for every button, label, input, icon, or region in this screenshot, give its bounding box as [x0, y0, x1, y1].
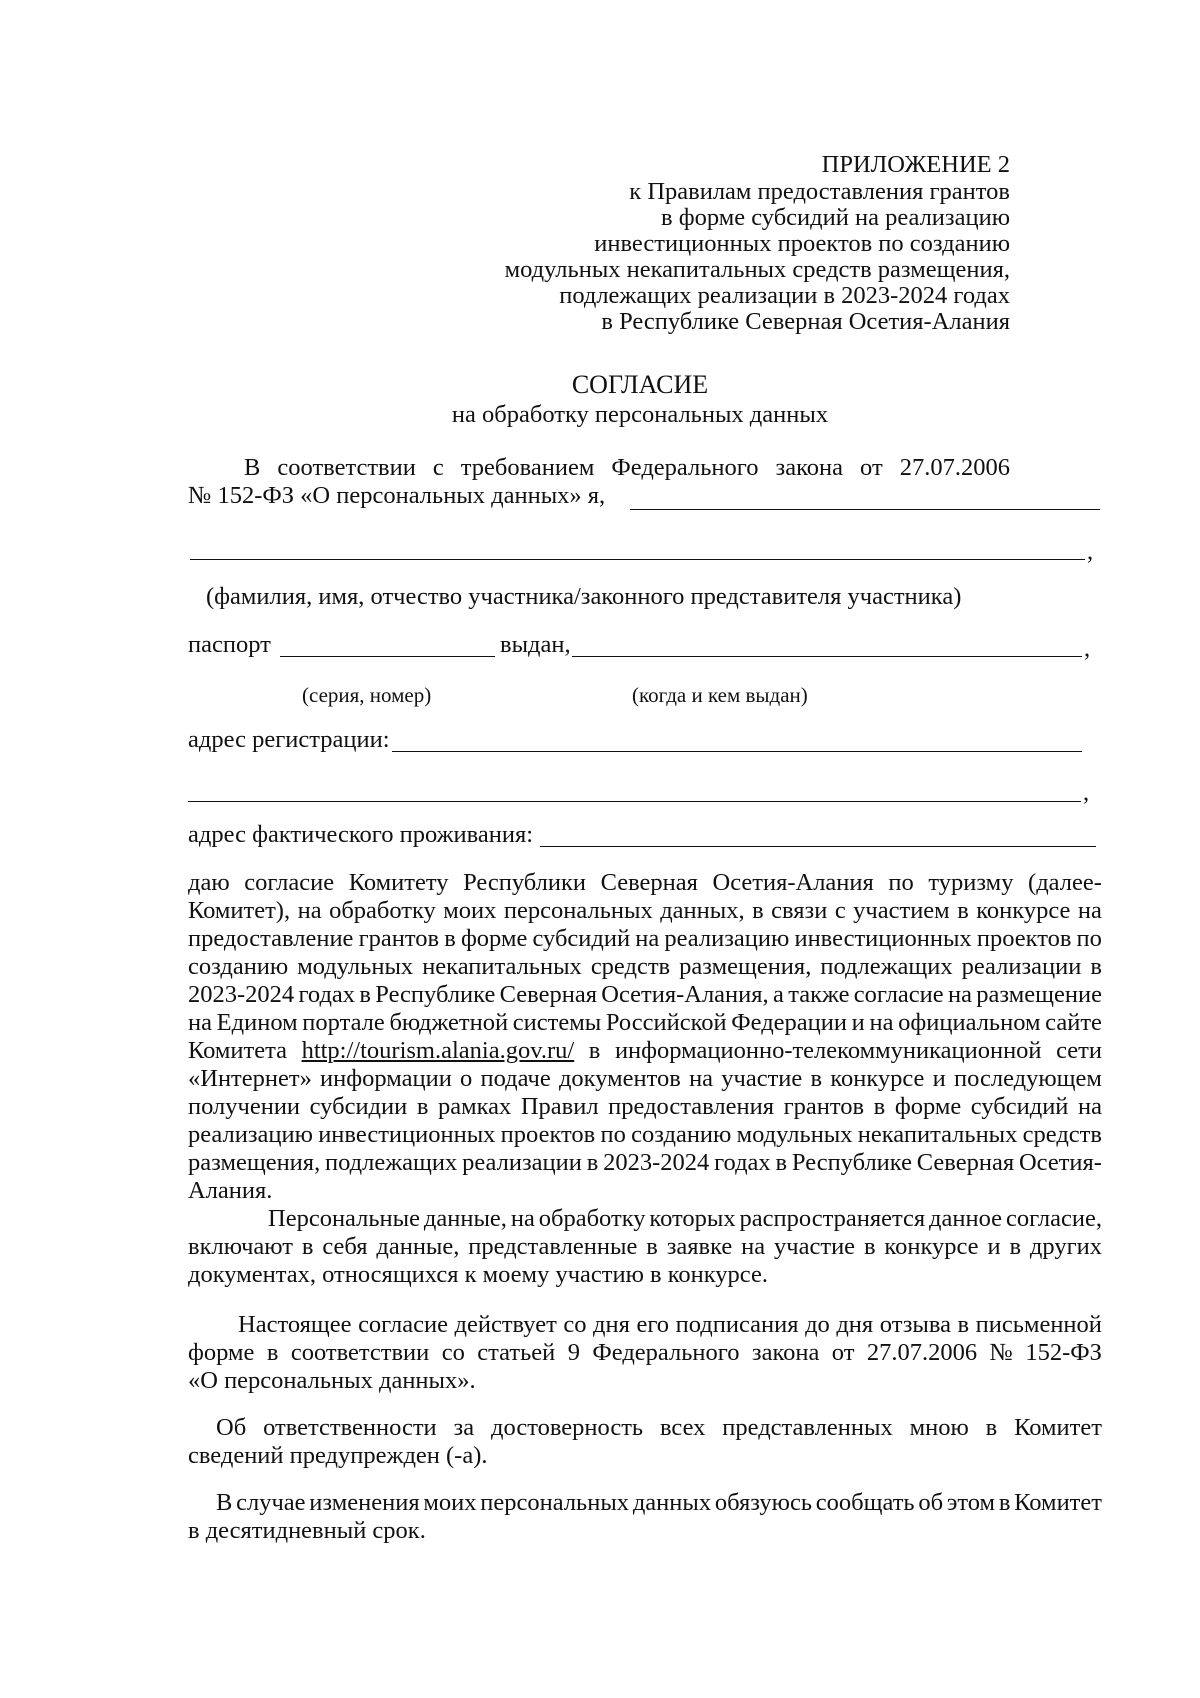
body-line	[216, 1413, 1102, 1443]
comma: ,	[1084, 635, 1091, 662]
word: соответствии	[277, 454, 416, 481]
word: по	[888, 869, 914, 896]
comma: ,	[1087, 538, 1094, 565]
appendix-line: в Республике Северная Осетия-Алания	[601, 308, 1010, 335]
word: реализацию	[188, 1121, 313, 1148]
body-line: сведений предупрежден (-а).	[188, 1442, 488, 1469]
word: распространяется	[739, 1205, 926, 1232]
word: годах	[714, 1149, 771, 1176]
word: моих	[423, 1489, 477, 1516]
word: субсидии	[309, 1093, 408, 1120]
body-line	[268, 1204, 1102, 1234]
word: участие	[774, 1233, 856, 1260]
body-line	[188, 896, 1102, 926]
document-title: СОГЛАСИЕ	[571, 370, 709, 399]
series-caption: (серия, номер)	[302, 683, 432, 707]
body-line	[216, 1488, 1102, 1518]
word: в	[301, 1233, 314, 1260]
word: созданию	[188, 953, 289, 980]
word: в	[957, 1311, 970, 1338]
word: В	[244, 454, 261, 481]
actual-address-label: адрес фактического проживания:	[188, 821, 534, 848]
word: обработку	[538, 1205, 646, 1232]
appendix-line: в форме субсидий на реализацию	[661, 204, 1010, 231]
word: в	[775, 1149, 788, 1176]
word: заявке	[666, 1233, 733, 1260]
word: конкурсе	[830, 1065, 925, 1092]
word: подаче	[480, 1065, 551, 1092]
word: ответственности	[263, 1414, 437, 1441]
appendix-title: ПРИЛОЖЕНИЕ 2	[821, 151, 1010, 178]
word: на	[869, 1009, 894, 1036]
word: Республике	[791, 1149, 912, 1176]
word: Персональные	[268, 1205, 420, 1232]
word: согласие	[853, 981, 944, 1008]
word: письменной	[975, 1311, 1102, 1338]
word: за	[453, 1414, 475, 1441]
word: подлежащих	[325, 1149, 458, 1176]
word: на	[947, 981, 972, 1008]
word: некапитальных	[857, 1121, 1018, 1148]
word: на	[1077, 897, 1102, 924]
word: данные,	[376, 1233, 460, 1260]
word: «Интернет»	[188, 1065, 312, 1092]
body-line	[188, 1148, 1102, 1178]
word: Комитета	[188, 1037, 287, 1064]
word: всех	[660, 1414, 706, 1441]
word: согласие	[358, 1311, 448, 1338]
word: соответствии	[290, 1339, 430, 1366]
word: документов	[558, 1065, 681, 1092]
word: Федерального	[611, 454, 759, 481]
word: сайте	[1045, 1009, 1102, 1036]
word: участие	[721, 1065, 803, 1092]
body-line	[188, 1120, 1102, 1150]
word: размещения,	[679, 953, 812, 980]
word: об	[918, 1489, 944, 1516]
word: со	[441, 1339, 465, 1366]
word: Северная	[600, 869, 698, 896]
word: 152-ФЗ	[1025, 1339, 1102, 1366]
body-line	[188, 980, 1102, 1010]
word: грантов	[783, 1093, 865, 1120]
passport-label: паспорт	[188, 631, 271, 658]
fio-line[interactable]	[630, 509, 1100, 510]
word: реализации	[961, 953, 1082, 980]
word: сети	[1056, 1037, 1102, 1064]
word: Правил	[520, 1093, 599, 1120]
word: Комитет	[1014, 1489, 1102, 1516]
word: получении	[188, 1093, 301, 1120]
word: на	[1078, 1093, 1102, 1120]
word: достоверность	[491, 1414, 644, 1441]
word: годах	[298, 981, 356, 1008]
word: (далее-	[1028, 869, 1102, 896]
word: на	[510, 1205, 535, 1232]
issued-label: выдан,	[500, 631, 571, 658]
word: предоставление	[188, 925, 354, 952]
word: согласие	[244, 869, 335, 896]
word: в	[359, 981, 371, 1008]
word: в	[646, 1233, 658, 1260]
word: туризму	[928, 869, 1014, 896]
word: от	[860, 454, 883, 481]
word: форме	[188, 1339, 255, 1366]
word: Федерального	[592, 1339, 740, 1366]
word: конкурсе	[884, 1233, 979, 1260]
word: форме	[894, 1093, 962, 1120]
word: сообщать	[815, 1489, 915, 1516]
word: данных	[632, 1489, 712, 1516]
word: данных,	[660, 897, 745, 924]
word: подлежащих	[820, 953, 953, 980]
word: в	[998, 1489, 1011, 1516]
fio-caption: (фамилия, имя, отчество участника/законного представителя участника)	[206, 583, 962, 610]
word: также	[788, 981, 850, 1008]
appendix-line: модульных некапитальных средств размещения,	[504, 256, 1010, 283]
word: действует	[454, 1311, 557, 1338]
body-line	[188, 1338, 1102, 1368]
word: изменения	[309, 1489, 420, 1516]
word: информации	[320, 1065, 452, 1092]
word: на	[741, 1233, 766, 1260]
appendix-line: к Правилам предоставления грантов	[629, 178, 1010, 205]
word: Настоящее	[238, 1311, 352, 1338]
word: в	[1090, 953, 1102, 980]
word: бюджетной	[389, 1009, 509, 1036]
document-subtitle: на обработку персональных данных	[451, 401, 829, 428]
word: форме	[460, 925, 528, 952]
word: на	[689, 1065, 714, 1092]
actual-address-field[interactable]	[540, 846, 1096, 847]
body-line	[188, 1064, 1102, 1094]
word: со	[563, 1311, 587, 1338]
word: с	[432, 454, 444, 481]
word: на	[635, 925, 660, 952]
body-line	[188, 868, 1102, 898]
word: представленных	[722, 1414, 893, 1441]
appendix-line: подлежащих реализации в 2023-2024 годах	[559, 282, 1010, 309]
intro-line-1	[244, 453, 1010, 483]
word: в	[752, 897, 764, 924]
word: в	[810, 1065, 823, 1092]
reg-address-field-2[interactable]	[188, 801, 1081, 802]
word: Северная	[916, 1149, 1015, 1176]
fio-line-2[interactable]	[190, 559, 1085, 560]
word: закона	[751, 1339, 820, 1366]
word: в	[444, 925, 456, 952]
word: обязуюсь	[714, 1489, 813, 1516]
word: этом	[946, 1489, 996, 1516]
word: Осетия-Алания	[712, 869, 874, 896]
word: в	[985, 1414, 998, 1441]
word: с	[834, 897, 846, 924]
body-line	[188, 1008, 1102, 1038]
body-line: в десятидневный срок.	[188, 1517, 426, 1544]
word: портале	[302, 1009, 385, 1036]
word: Российской	[605, 1009, 727, 1036]
word: статьей	[477, 1339, 556, 1366]
word: грантов	[358, 925, 440, 952]
word: подписания	[675, 1311, 799, 1338]
body-line: Алания.	[188, 1177, 273, 1204]
reg-address-label: адрес регистрации:	[188, 726, 390, 753]
word: включают	[188, 1233, 293, 1260]
word: рамках	[437, 1093, 512, 1120]
word: Об	[216, 1414, 247, 1441]
comma: ,	[1083, 779, 1090, 806]
word: по	[1076, 925, 1102, 952]
word: о	[460, 1065, 473, 1092]
word: средств	[590, 953, 671, 980]
word: участием	[853, 897, 950, 924]
body-line	[188, 1036, 1102, 1066]
word: дня	[593, 1311, 630, 1338]
word: информационно-телекоммуникационной	[614, 1037, 1042, 1064]
word: 2023-2024	[603, 1149, 710, 1176]
word: требованием	[460, 454, 595, 481]
word: Комитет),	[188, 897, 291, 924]
word: В	[216, 1489, 233, 1516]
reg-address-field[interactable]	[392, 751, 1082, 752]
word: №	[989, 1339, 1013, 1366]
word: Северная	[499, 981, 597, 1008]
word: и	[987, 1233, 1001, 1260]
word: реализацию	[664, 925, 790, 952]
word: себя	[322, 1233, 368, 1260]
word: связи	[771, 897, 828, 924]
word: которых	[649, 1205, 736, 1232]
word: в	[266, 1339, 279, 1366]
word: конкурсе	[976, 897, 1071, 924]
word: и	[932, 1065, 946, 1092]
word: а	[773, 981, 784, 1008]
word: средств	[1022, 1121, 1102, 1148]
word: некапитальных	[422, 953, 582, 980]
word: других	[1029, 1233, 1102, 1260]
word: системы	[512, 1009, 602, 1036]
word: субсидий	[532, 925, 631, 952]
appendix-line: инвестиционных проектов по созданию	[594, 230, 1010, 257]
word: инвестиционных	[318, 1121, 496, 1148]
word: размещение	[976, 981, 1102, 1008]
word: Республики	[463, 869, 586, 896]
passport-issued-field[interactable]	[572, 656, 1082, 657]
word: Комитету	[348, 869, 449, 896]
word: официальном	[898, 1009, 1041, 1036]
word: последующем	[954, 1065, 1102, 1092]
word: персональных	[480, 1489, 630, 1516]
body-line	[188, 1232, 1102, 1262]
word: данные,	[423, 1205, 507, 1232]
word: персональных	[503, 897, 653, 924]
word: 2023-2024	[188, 981, 295, 1008]
word: 27.07.2006	[866, 1339, 978, 1366]
word: Осетия-	[1018, 1149, 1102, 1176]
word: реализации	[462, 1149, 582, 1176]
body-line: документах, относящихся к моему участию в конкурсе.	[188, 1261, 768, 1288]
body-line	[188, 952, 1102, 982]
word: мною	[909, 1414, 969, 1441]
word: обработку	[329, 897, 436, 924]
word: в	[1009, 1233, 1022, 1260]
word: проектов	[500, 1121, 596, 1148]
body-line: «О персональных данных».	[188, 1367, 476, 1394]
word: случае	[236, 1489, 306, 1516]
word: в	[588, 1037, 601, 1064]
word: 9	[567, 1339, 580, 1366]
word: в	[863, 1233, 876, 1260]
intro-line-2: № 152-ФЗ «О персональных данных» я,	[188, 482, 606, 509]
word: от	[831, 1339, 855, 1366]
word: согласие,	[1005, 1205, 1102, 1232]
word: представленные	[468, 1233, 638, 1260]
word: модульных	[297, 953, 414, 980]
word: и	[851, 1009, 865, 1036]
word: размещения,	[188, 1149, 321, 1176]
body-line	[188, 1092, 1102, 1122]
word: до	[805, 1311, 830, 1338]
word: модульных	[736, 1121, 853, 1148]
word: моих	[443, 897, 497, 924]
body-line	[188, 924, 1102, 954]
word: на	[188, 1009, 212, 1036]
word: инвестиционных	[794, 925, 972, 952]
word: в	[873, 1093, 886, 1120]
issued-caption: (когда и кем выдан)	[632, 683, 808, 707]
word: его	[636, 1311, 670, 1338]
word: созданию	[631, 1121, 732, 1148]
word: на	[297, 897, 322, 924]
word: в	[957, 897, 969, 924]
word: в	[416, 1093, 429, 1120]
word: дня	[836, 1311, 874, 1338]
word: проектов	[976, 925, 1072, 952]
word: 27.07.2006	[899, 454, 1010, 481]
word: даю	[188, 869, 230, 896]
word: закона	[775, 454, 843, 481]
word: Федерации	[731, 1009, 847, 1036]
word: в	[586, 1149, 599, 1176]
word: отзыва	[879, 1311, 951, 1338]
word: субсидий	[970, 1093, 1069, 1120]
word: Едином	[216, 1009, 298, 1036]
word: по	[600, 1121, 626, 1148]
word: предоставления	[608, 1093, 775, 1120]
word: Республике	[375, 981, 496, 1008]
word: Комитет	[1014, 1414, 1102, 1441]
body-line	[238, 1310, 1102, 1340]
word: Осетия-Алания,	[601, 981, 769, 1008]
word: данное	[929, 1205, 1003, 1232]
passport-series-field[interactable]	[280, 656, 495, 657]
website-link[interactable]: http://tourism.alania.gov.ru/	[301, 1037, 575, 1064]
